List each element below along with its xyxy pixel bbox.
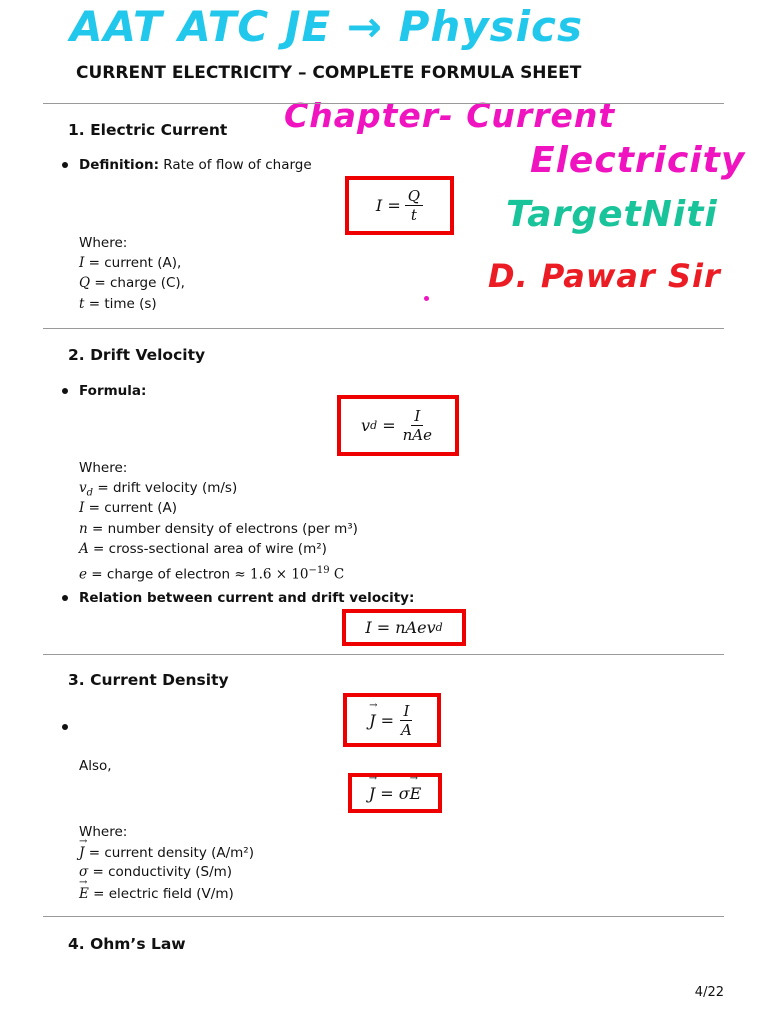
var-desc: = conductivity (S/m) [88, 864, 233, 880]
formula-rhs-sigma: σ [398, 783, 410, 803]
var-desc: = current (A), [84, 255, 182, 271]
definition-line [79, 155, 312, 175]
formula-current-density [343, 693, 441, 747]
annotation-chapter-line2: Electricity [530, 140, 746, 181]
formula-rhs-field: → E [410, 784, 422, 803]
var-symbol: → J [79, 843, 84, 863]
fraction [398, 702, 415, 739]
formula-eq: = [380, 783, 394, 803]
var-line [79, 498, 177, 518]
var-subscript: d [86, 487, 94, 499]
var-desc: = charge of electron [87, 566, 235, 583]
var-symbol: I [79, 255, 85, 271]
var-line [79, 884, 234, 904]
formula-lhs: v [361, 416, 371, 435]
divider [43, 916, 724, 917]
var-symbol: v [79, 480, 87, 496]
section-heading-drift-velocity: 2. Drift Velocity [68, 346, 206, 364]
var-symbol: → E [79, 884, 89, 904]
also-label: Also, [79, 758, 112, 774]
fraction-denominator: A [401, 720, 412, 739]
var-line [79, 862, 232, 882]
electron-charge-value: ≈ 1.6 × 10 [234, 566, 309, 583]
document-title: CURRENT ELECTRICITY – COMPLETE FORMULA SHEET [76, 63, 582, 83]
var-line [79, 843, 254, 863]
section-heading-current-density: 3. Current Density [68, 671, 229, 689]
formula-eq: = [382, 416, 396, 435]
annotation-brand: TargetNiti [506, 194, 718, 235]
formula-label-line [79, 381, 146, 401]
relation-label-line [79, 588, 414, 608]
definition-text: Rate of flow of charge [158, 157, 312, 173]
relation-label: Relation between current and drift velocity: [79, 590, 415, 606]
var-desc: = time (s) [84, 296, 157, 312]
bullet [62, 595, 68, 601]
fraction-numerator: I [400, 702, 412, 721]
annotation-top: AAT ATC JE → Physics [70, 2, 583, 51]
var-symbol: n [79, 521, 88, 537]
var-desc: = drift velocity (m/s) [93, 480, 238, 496]
var-symbol: A [79, 541, 89, 557]
formula-eq: = [387, 196, 401, 215]
formula-current-drift-relation [342, 609, 466, 646]
var-desc: = current density (A/m²) [84, 845, 254, 861]
var-line [79, 294, 157, 314]
formula-label: Formula: [79, 383, 147, 399]
var-desc: = number density of electrons (per m³) [87, 521, 358, 537]
where-label: Where: [79, 460, 128, 476]
fraction-denominator: t [410, 206, 417, 224]
bullet [62, 724, 68, 730]
annotation-chapter-line1: Chapter- Current [284, 96, 616, 135]
formula-eq: = [380, 710, 395, 730]
var-desc: = charge (C), [90, 275, 185, 291]
formula-lhs: → J [369, 784, 375, 803]
formula-eq: = [376, 618, 391, 637]
formula-ohm-vector [348, 773, 442, 813]
formula-rhs-sub: d [435, 621, 443, 634]
var-symbol: I [79, 500, 85, 516]
electron-charge-unit: C [329, 566, 345, 583]
fraction [400, 407, 435, 444]
formula-drift-velocity [337, 395, 459, 456]
var-line [79, 519, 358, 539]
var-desc: = electric field (V/m) [88, 886, 234, 902]
var-symbol: e [79, 566, 87, 583]
formula-lhs: I [365, 618, 372, 637]
electron-charge-exponent: −19 [308, 565, 330, 576]
var-line [79, 273, 185, 293]
where-label: Where: [79, 824, 128, 840]
formula-rhs: nAev [395, 618, 436, 637]
divider [43, 103, 724, 104]
var-symbol: Q [79, 275, 91, 291]
formula-lhs-sub: d [370, 419, 378, 432]
section-heading-electric-current: 1. Electric Current [68, 121, 228, 139]
bullet [62, 162, 68, 168]
var-line [79, 561, 344, 585]
var-line [79, 539, 327, 559]
annotation-author: D. Pawar Sir [488, 257, 721, 295]
definition-label: Definition: [79, 157, 159, 173]
formula-current [345, 176, 454, 235]
fraction-numerator: Q [405, 187, 423, 206]
formula-lhs: I [375, 196, 383, 215]
fraction-numerator: I [411, 407, 423, 426]
bullet [62, 388, 68, 394]
var-symbol: t [79, 296, 85, 312]
fraction-denominator: nAe [402, 426, 432, 444]
page-number: 4/22 [694, 985, 724, 1000]
var-line [79, 253, 181, 273]
var-symbol: σ [79, 864, 89, 880]
fraction [405, 187, 423, 224]
annotation-dot [424, 296, 429, 301]
divider [43, 328, 724, 329]
section-heading-ohms-law: 4. Ohm’s Law [68, 935, 186, 953]
var-desc: = cross-sectional area of wire (m²) [88, 541, 327, 557]
formula-lhs: → J [369, 711, 375, 730]
var-desc: = current (A) [84, 500, 177, 516]
where-label: Where: [79, 235, 128, 251]
divider [43, 654, 724, 655]
